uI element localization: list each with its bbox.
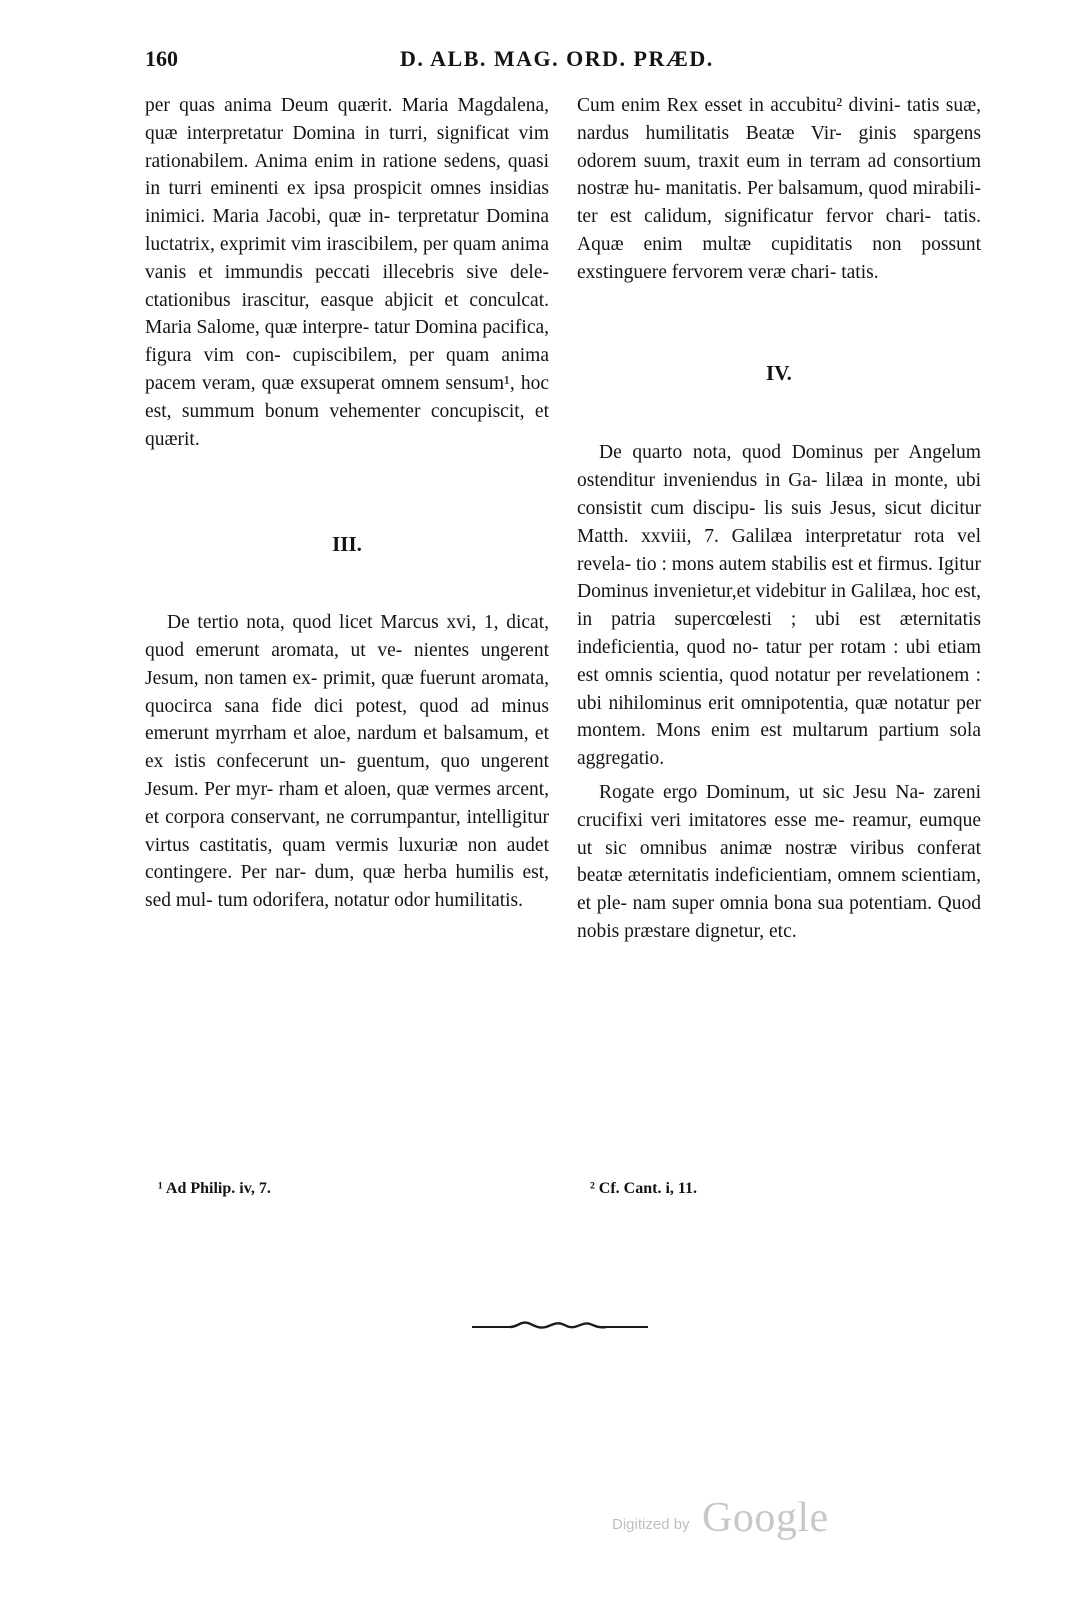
text-line: ubi est æternitatis indeficientia, quod no- bbox=[577, 609, 981, 658]
text-line: tio : mons autem stabilis est et firmus. bbox=[636, 553, 933, 575]
text-line: Magdalena, quæ interpretatur Domina bbox=[145, 95, 550, 144]
text-line: indeficientiam, omnem scientiam, et ple- bbox=[577, 865, 981, 915]
running-head: D. ALB. MAG. ORD. PRÆD. bbox=[400, 46, 714, 71]
text-line: notatur per montem. Mons enim est bbox=[577, 692, 982, 742]
right-paragraph-3 bbox=[577, 779, 981, 946]
footnote-2: ² Cf. Cant. i, 11. bbox=[590, 1180, 698, 1197]
text-line: rham et aloen, quæ vermes arcent, et bbox=[145, 778, 550, 828]
text-line: per quas anima Deum quærit. Maria bbox=[145, 95, 449, 116]
text-line: sana fide dici potest, quod ad minus bbox=[224, 695, 549, 717]
text-line: De quarto nota, quod Dominus per bbox=[599, 442, 899, 464]
text-line: lilæa in monte, ubi consistit cum discipu- bbox=[577, 470, 982, 519]
text-line: Cum enim Rex esset in accubitu² divini- bbox=[577, 95, 901, 116]
text-line: scientia, quod notatur per revelationem : bbox=[658, 664, 981, 686]
text-line: insidias inimici. Maria Jacobi, quæ in- bbox=[145, 178, 550, 228]
section-heading-iii: III. bbox=[332, 532, 362, 557]
page-number: 160 bbox=[145, 46, 178, 71]
text-line: ginis spargens odorem suum, traxit bbox=[577, 122, 981, 172]
text-line: hoc est, summum bonum vehementer bbox=[145, 372, 550, 422]
left-column bbox=[145, 92, 549, 915]
text-line: nam super omnia bona sua potentiam. bbox=[632, 893, 933, 915]
digitized-by-label: Digitized by bbox=[612, 1516, 690, 1533]
end-ornament bbox=[470, 1316, 650, 1336]
text-line: turri eminenti ex ipsa prospicit omnes bbox=[168, 178, 482, 200]
text-line: emerunt myrrham et aloe, nardum et bbox=[145, 723, 438, 745]
text-line: Galilæa, hoc est, in patria supercœlesti ; bbox=[577, 581, 982, 631]
text-line: Quod nobis præstare dignetur, etc. bbox=[577, 893, 982, 942]
left-paragraph-1 bbox=[145, 92, 549, 453]
text-line: 1, dicat, quod emerunt aromata, ut ve- bbox=[145, 612, 549, 661]
text-line: nostræ viribus conferat beatæ æternitatis bbox=[577, 837, 982, 887]
text-line: tatur Domina pacifica, figura vim con- bbox=[145, 317, 550, 367]
text-line: reamur, eumque ut sic omnibus animæ bbox=[577, 809, 981, 859]
text-line: tum odorifera, notatur odor humilitatis. bbox=[217, 890, 524, 912]
text-line: conculcat. Maria Salome, quæ interpre- bbox=[145, 289, 549, 339]
footnote-1: ¹ Ad Philip. iv, 7. bbox=[158, 1180, 271, 1197]
google-logo: Google bbox=[702, 1495, 829, 1541]
text-line: zareni crucifixi veri imitatores esse me- bbox=[577, 781, 981, 831]
text-line: De tertio nota, quod licet Marcus xvi, bbox=[167, 612, 477, 634]
text-line: ter est calidum, significatur fervor chari- bbox=[577, 206, 932, 228]
text-line: manitatis. Per balsamum, quod mirabili- bbox=[665, 178, 981, 200]
text-line: multarum partium sola aggregatio. bbox=[577, 720, 981, 770]
text-line: nientes ungerent Jesum, non tamen ex- bbox=[145, 639, 549, 689]
right-paragraph-1 bbox=[577, 92, 981, 287]
text-line: terpretatur Domina luctatrix, exprimit bbox=[145, 206, 549, 255]
text-line: Angelum ostenditur inveniendus in Ga- bbox=[577, 442, 981, 492]
text-line: concupiscit, et quærit. bbox=[145, 400, 549, 450]
text-line: Rogate ergo Dominum, ut sic Jesu Na- bbox=[599, 781, 925, 803]
text-line: eum in terram ad consortium nostræ hu- bbox=[577, 150, 981, 200]
text-line: ctationibus irascitur, easque abjicit et bbox=[145, 289, 459, 311]
text-line: tatis suæ, nardus humilitatis Beatæ Vir- bbox=[577, 95, 981, 144]
text-line: intelligitur virtus castitatis, quam vermis bbox=[145, 806, 549, 856]
text-line: 7. Galilæa interpretatur rota vel revela- bbox=[577, 525, 981, 575]
text-line: primit, quæ fuerunt aromata, quocirca bbox=[145, 667, 550, 717]
text-line: cupiscibilem, per quam anima pacem bbox=[145, 345, 550, 394]
left-paragraph-2 bbox=[145, 609, 549, 915]
text-line: tatis. Aquæ enim multæ cupiditatis non bbox=[577, 206, 981, 255]
text-line: tatur per rotam : ubi etiam est omnis bbox=[577, 636, 982, 686]
text-line: tatis. bbox=[841, 261, 879, 283]
text-line: luxuriæ non audet contingere. Per nar- bbox=[145, 834, 549, 884]
right-paragraph-2 bbox=[577, 439, 981, 773]
text-line: possunt exstinguere fervorem veræ chari- bbox=[577, 233, 982, 283]
text-line: in turri, significat vim rationabilem. bbox=[145, 122, 549, 172]
text-line: dum, quæ herba humilis est, sed mul- bbox=[145, 862, 550, 912]
text-line: Anima enim in ratione sedens, quasi in bbox=[145, 150, 549, 200]
text-line: et immundis peccati illecebris sive dele- bbox=[198, 261, 549, 283]
text-line: Igitur Dominus invenietur,et videbitur in bbox=[577, 553, 982, 603]
section-heading-iv: IV. bbox=[766, 360, 792, 385]
text-line: corpora conservant, ne corrumpantur, bbox=[165, 806, 461, 828]
right-column bbox=[577, 92, 981, 946]
text-line: lis suis Jesus, sicut dicitur Matth. xxviii, bbox=[577, 497, 981, 547]
text-line: balsamum, et ex istis confecerunt un- bbox=[145, 723, 549, 773]
text-line: ubi nihilominus erit omnipotentia, quæ bbox=[577, 692, 888, 714]
text-line: vim irascibilem, per quam anima vanis bbox=[145, 233, 549, 283]
text-line: veram, quæ exsuperat omnem sensum¹, bbox=[201, 372, 515, 394]
text-line: guentum, quo ungerent Jesum. Per myr- bbox=[145, 751, 550, 800]
